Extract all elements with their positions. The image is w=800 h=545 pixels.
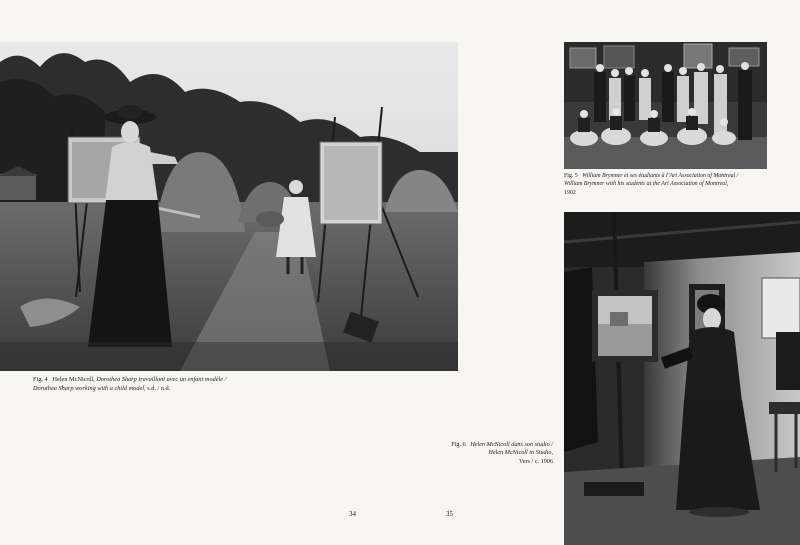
fig5-title-fr: William Brymner et ses étudiants à l’Art Association of Montreal / bbox=[582, 173, 739, 179]
fig6-title-en: Helen McNicoll in Studio, bbox=[488, 449, 553, 457]
fig4-title-fr: Dorothea Sharp travaillant avec un enfant modèle / bbox=[96, 376, 227, 383]
fig5-date: 1902 bbox=[564, 189, 576, 196]
fig5-number: Fig. 5 bbox=[564, 173, 578, 179]
fig5-title-en: William Brymner with his students at the Art Association of Montreal, bbox=[564, 181, 729, 188]
fig6-number: Fig. 6 bbox=[451, 441, 466, 448]
fig4-artist: Helen McNicoll, bbox=[52, 376, 95, 383]
fig4-date: s.d. / n.d. bbox=[147, 384, 171, 392]
fig4-photo bbox=[0, 42, 458, 371]
fig6-photo bbox=[564, 212, 800, 545]
fig6-title-fr: Helen McNicoll dans son studio / bbox=[470, 441, 553, 448]
page-number-left: 34 bbox=[349, 510, 356, 518]
fig4-caption bbox=[33, 376, 333, 393]
fig4-number: Fig. 4 bbox=[33, 376, 48, 383]
fig5-caption bbox=[564, 172, 796, 197]
fig5-photo bbox=[564, 42, 767, 169]
fig6-caption bbox=[393, 441, 553, 466]
page-number-right: 35 bbox=[446, 510, 453, 518]
fig4-title-en: Dorothea Sharp working with a child model, bbox=[33, 384, 146, 392]
fig6-date: Vers / c. 1906 bbox=[518, 457, 553, 465]
